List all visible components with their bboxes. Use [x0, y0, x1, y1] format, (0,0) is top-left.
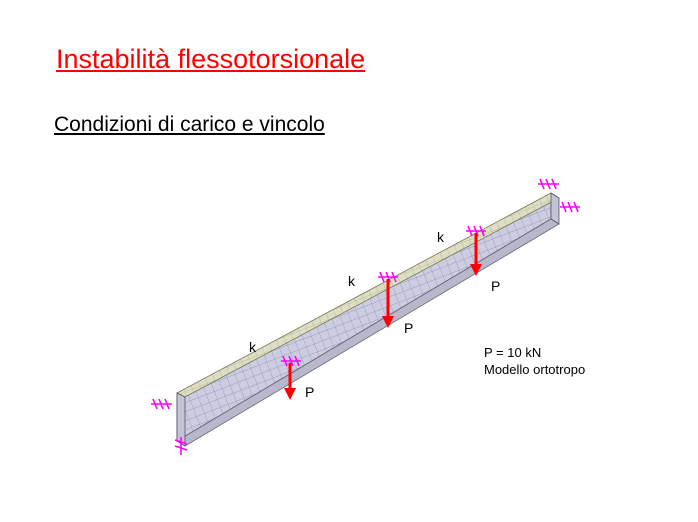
label-p-3: P [491, 278, 501, 294]
page-title: Instabilità flessotorsionale [56, 44, 366, 74]
label-k-2: k [348, 273, 355, 289]
beam-web [177, 196, 551, 441]
label-p-1: P [305, 384, 315, 400]
beam-bottom-flange [177, 219, 559, 446]
label-p-2: P [404, 320, 414, 336]
label-k-1: k [249, 339, 256, 355]
beam-end-right [551, 193, 559, 224]
note-line-2: Modello ortotropo [484, 362, 586, 377]
page-subtitle: Condizioni di carico e vincolo [54, 113, 325, 136]
model-note [484, 344, 585, 378]
label-k-3: k [437, 229, 444, 245]
note-line-1: P = 10 kN [484, 345, 542, 360]
